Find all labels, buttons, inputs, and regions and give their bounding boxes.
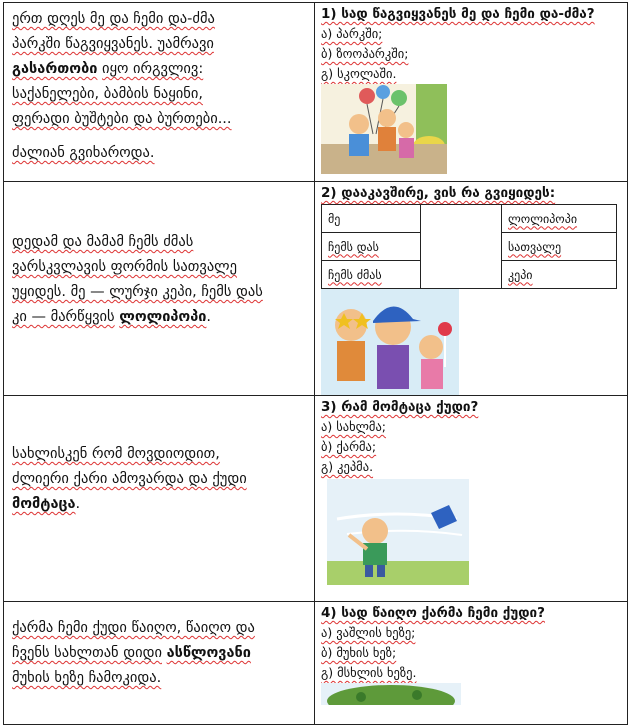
story-cell-3: სახლისკენ რომ მოვდიოდით, ძლიერი ქარი ამოვარდა და ქუდი მომტაცა.: [4, 396, 315, 602]
question-title: 3) რამ მომტაცა ქუდი?: [321, 399, 479, 415]
match-right-item[interactable]: ლოლიპოპი: [502, 205, 617, 233]
table-row: [4, 602, 628, 725]
question-title: 1) სად წაგვიყვანეს მე და ჩემი და-ძმა?: [321, 6, 595, 22]
story-line: ფერადი ბუშტები და ბურთები...: [12, 111, 232, 127]
story-line: პარკში წაგვიყვანეს. უამრავი: [12, 36, 214, 52]
answer-option[interactable]: ა) ვაშლის ხეზე;: [321, 625, 416, 640]
table-row: [4, 3, 628, 182]
match-gap: [421, 205, 502, 233]
story-cell-4: [4, 602, 315, 725]
table-row: [4, 396, 628, 602]
answer-option[interactable]: ბ) ზოოპარკში;: [321, 46, 409, 61]
match-right-item[interactable]: კეპი: [502, 261, 617, 289]
story-line: ვარსკვლავის ფორმის სათვალე: [12, 259, 237, 275]
story-line: კი — მარწყვის: [12, 309, 115, 325]
question-cell-4: [315, 602, 628, 725]
match-right-item[interactable]: სათვალე: [502, 233, 617, 261]
match-gap: [421, 261, 502, 289]
question-cell-1: [315, 3, 628, 182]
answer-option[interactable]: გ) სკოლაში.: [321, 66, 397, 81]
story-line: საქანელები, ბამბის ნაყინი,: [12, 86, 203, 102]
answer-option[interactable]: ბ) მუხის ხეზ;: [321, 645, 397, 660]
question-title: 4) სად წაიღო ქარმა ჩემი ქუდი?: [321, 605, 545, 621]
answer-option[interactable]: გ) მსხლის ხეზე.: [321, 665, 417, 680]
answer-option[interactable]: ა) პარკში;: [321, 26, 383, 41]
answer-option[interactable]: გ) კეპმა.: [321, 459, 374, 474]
oak-tree-illustration: [321, 683, 461, 705]
match-gap: [421, 233, 502, 261]
story-line: იყო ირგვლივ:: [102, 61, 204, 77]
answer-option[interactable]: ა) სახლმა;: [321, 419, 387, 434]
story-line: ძლიერი ქარი ამოვარდა და ქუდი: [12, 471, 247, 487]
story-line: ერთ დღეს მე და ჩემი და-ძმა: [12, 11, 215, 27]
story-line: ძალიან გვიხაროდა.: [12, 145, 155, 161]
story-cell-2: დედამ და მამამ ჩემს ძმას ვარსკვლავის ფორმის სათვალე უყიდეს. მე — ლურჯი კეპი, ჩემს დას კი — მარწყვის ლოლიპოპი.: [4, 182, 315, 396]
match-left-item[interactable]: ჩემს დას: [322, 233, 421, 261]
answer-option[interactable]: ბ) ქარმა;: [321, 439, 377, 454]
story-line: ჩვენს სახლთან დიდი: [12, 645, 162, 661]
match-left-item[interactable]: ჩემს ძმას: [322, 261, 421, 289]
story-bold-word: ლოლიპოპი: [119, 309, 207, 325]
wind-blowing-cap-illustration: [327, 479, 469, 585]
question-cell-2: [315, 182, 628, 396]
story-line: მუხის ხეზე ჩამოკიდა.: [12, 670, 162, 686]
matching-table: [321, 204, 617, 289]
story-line: ქარმა ჩემი ქუდი წაიღო, წაიღო და: [12, 620, 255, 636]
story-line: სახლისკენ რომ მოვდიოდით,: [12, 446, 220, 462]
story-line: უყიდეს. მე — ლურჯი კეპი, ჩემს დას: [12, 284, 263, 300]
match-left-item[interactable]: მე: [322, 205, 421, 233]
kids-with-sunglasses-cap-lollipop-illustration: [321, 289, 459, 395]
story-bold-word: გასართობი: [12, 61, 98, 77]
story-bold-word: ასწლოვანი: [166, 645, 251, 661]
story-bold-word: მომტაცა: [12, 496, 76, 512]
worksheet-table: [3, 2, 628, 725]
story-line: დედამ და მამამ ჩემს ძმას: [12, 234, 194, 250]
table-row: [4, 182, 628, 396]
question-cell-3: [315, 396, 628, 602]
park-kids-illustration: [321, 84, 447, 174]
question-title: 2) დააკავშირე, ვის რა გვიყიდეს:: [321, 185, 556, 201]
story-cell-1: [4, 3, 315, 182]
